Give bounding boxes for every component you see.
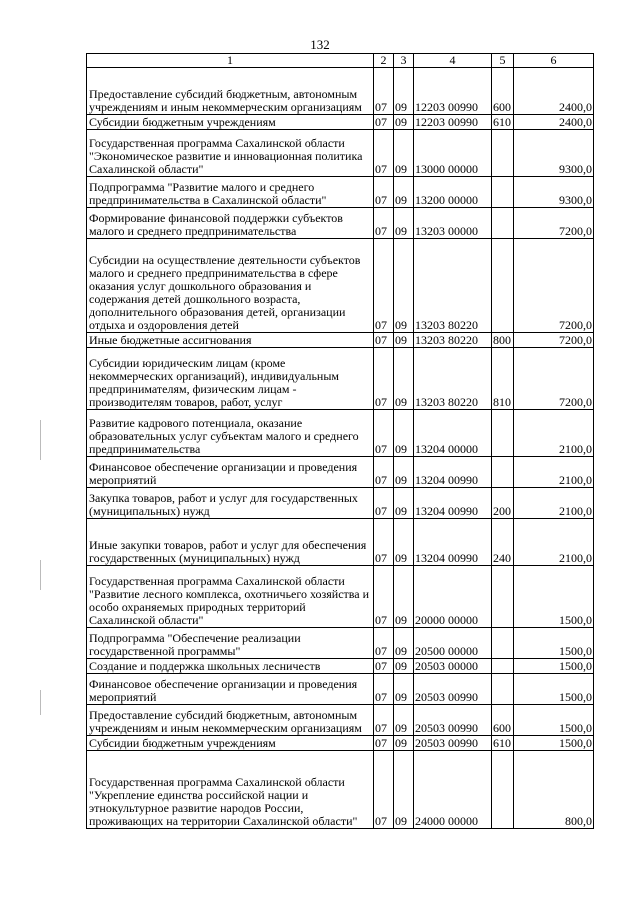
header-cell: 3 [394,54,414,68]
section-code-cell: 07 [374,751,394,829]
subsection-code-cell: 09 [394,177,414,208]
section-code-cell: 07 [374,333,394,348]
page-number: 132 [310,37,330,52]
table-row [87,519,594,566]
section-code-cell: 07 [374,457,394,488]
row-name-cell: Предоставление субсидий бюджетным, автономным учреждениям и иным некоммерческим организациям [87,705,374,736]
table-row [87,457,594,488]
subsection-code-cell: 09 [394,130,414,177]
subsection-code-cell: 09 [394,751,414,829]
header-row [87,54,594,68]
scan-mark [40,690,41,715]
row-name-cell: Подпрограмма "Обеспечение реализации государственной программы" [87,628,374,659]
section-code-cell: 07 [374,736,394,751]
target-article-cell: 13204 00990 [414,457,492,488]
subsection-code-cell: 09 [394,705,414,736]
target-article-cell: 20503 00000 [414,659,492,674]
header-cell: 2 [374,54,394,68]
table-row [87,115,594,130]
row-name-cell: Финансовое обеспечение организации и проведения мероприятий [87,457,374,488]
subsection-code-cell: 09 [394,115,414,130]
expense-type-cell [492,457,514,488]
amount-cell: 9300,0 [514,130,594,177]
row-name-cell: Субсидии юридическим лицам (кроме некоммерческих организаций), индивидуальным предпринимателям, физическим лицам - производителям товаров, работ, услуг [87,348,374,410]
section-code-cell: 07 [374,130,394,177]
budget-table [86,53,594,829]
target-article-cell: 13204 00000 [414,410,492,457]
scan-mark [40,560,41,590]
expense-type-cell [492,674,514,705]
row-name-cell: Финансовое обеспечение организации и проведения мероприятий [87,674,374,705]
section-code-cell: 07 [374,566,394,628]
subsection-code-cell: 09 [394,488,414,519]
expense-type-cell: 600 [492,68,514,115]
row-name-cell: Предоставление субсидий бюджетным, автономным учреждениям и иным некоммерческим организациям [87,68,374,115]
amount-cell: 2100,0 [514,488,594,519]
row-name-cell: Субсидии бюджетным учреждениям [87,115,374,130]
amount-cell: 2100,0 [514,410,594,457]
target-article-cell: 13204 00990 [414,519,492,566]
amount-cell: 7200,0 [514,239,594,333]
table-body [87,54,594,829]
target-article-cell: 24000 00000 [414,751,492,829]
table-row [87,348,594,410]
subsection-code-cell: 09 [394,519,414,566]
section-code-cell: 07 [374,628,394,659]
row-name-cell: Формирование финансовой поддержки субъектов малого и среднего предпринимательства [87,208,374,239]
subsection-code-cell: 09 [394,628,414,659]
subsection-code-cell: 09 [394,239,414,333]
table-row [87,410,594,457]
amount-cell: 1500,0 [514,659,594,674]
subsection-code-cell: 09 [394,208,414,239]
table-row [87,628,594,659]
expense-type-cell: 240 [492,519,514,566]
amount-cell: 9300,0 [514,177,594,208]
target-article-cell: 13203 80220 [414,348,492,410]
expense-type-cell: 810 [492,348,514,410]
subsection-code-cell: 09 [394,68,414,115]
subsection-code-cell: 09 [394,348,414,410]
amount-cell: 2400,0 [514,115,594,130]
amount-cell: 7200,0 [514,348,594,410]
section-code-cell: 07 [374,177,394,208]
amount-cell: 7200,0 [514,208,594,239]
subsection-code-cell: 09 [394,410,414,457]
table-row [87,130,594,177]
amount-cell: 7200,0 [514,333,594,348]
amount-cell: 2400,0 [514,68,594,115]
target-article-cell: 13203 00000 [414,208,492,239]
target-article-cell: 13200 00000 [414,177,492,208]
expense-type-cell [492,659,514,674]
subsection-code-cell: 09 [394,674,414,705]
expense-type-cell [492,130,514,177]
row-name-cell: Развитие кадрового потенциала, оказание образовательных услуг субъектам малого и среднего предпринимательства [87,410,374,457]
row-name-cell: Иные закупки товаров, работ и услуг для обеспечения государственных (муниципальных) нужд [87,519,374,566]
table-row [87,239,594,333]
header-cell: 5 [492,54,514,68]
amount-cell: 1500,0 [514,566,594,628]
table-row [87,68,594,115]
section-code-cell: 07 [374,659,394,674]
target-article-cell: 20503 00990 [414,674,492,705]
row-name-cell: Государственная программа Сахалинской области "Укрепление единства российской нации и этнокультурное развитие народов России, проживающих на территории Сахалинской области" [87,751,374,829]
expense-type-cell [492,628,514,659]
subsection-code-cell: 09 [394,457,414,488]
target-article-cell: 13000 00000 [414,130,492,177]
section-code-cell: 07 [374,68,394,115]
subsection-code-cell: 09 [394,333,414,348]
target-article-cell: 12203 00990 [414,115,492,130]
row-name-cell: Субсидии бюджетным учреждениям [87,736,374,751]
target-article-cell: 13204 00990 [414,488,492,519]
expense-type-cell [492,410,514,457]
row-name-cell: Государственная программа Сахалинской области "Развитие лесного комплекса, охотничьего хозяйства и особо охраняемых природных территорий Сахалинской области" [87,566,374,628]
table-row [87,333,594,348]
table-row [87,488,594,519]
expense-type-cell: 200 [492,488,514,519]
table-row [87,705,594,736]
row-name-cell: Субсидии на осуществление деятельности субъектов малого и среднего предпринимательства в сфере оказания услуг дошкольного образования и содержания детей дошкольного возраста, дополнительного образования детей, организации отдыха и оздоровления детей [87,239,374,333]
table-row [87,566,594,628]
expense-type-cell: 610 [492,736,514,751]
table-row [87,736,594,751]
target-article-cell: 20000 00000 [414,566,492,628]
target-article-cell: 20500 00000 [414,628,492,659]
section-code-cell: 07 [374,705,394,736]
table-row [87,208,594,239]
amount-cell: 1500,0 [514,628,594,659]
header-cell: 1 [87,54,374,68]
row-name-cell: Создание и поддержка школьных лесничеств [87,659,374,674]
section-code-cell: 07 [374,519,394,566]
subsection-code-cell: 09 [394,566,414,628]
row-name-cell: Подпрограмма "Развитие малого и среднего предпринимательства в Сахалинской области" [87,177,374,208]
expense-type-cell [492,177,514,208]
expense-type-cell [492,566,514,628]
amount-cell: 1500,0 [514,736,594,751]
target-article-cell: 20503 00990 [414,705,492,736]
section-code-cell: 07 [374,115,394,130]
expense-type-cell: 610 [492,115,514,130]
amount-cell: 800,0 [514,751,594,829]
row-name-cell: Иные бюджетные ассигнования [87,333,374,348]
expense-type-cell: 800 [492,333,514,348]
target-article-cell: 13203 80220 [414,333,492,348]
header-cell: 6 [514,54,594,68]
scan-mark [40,420,41,460]
header-cell: 4 [414,54,492,68]
expense-type-cell [492,239,514,333]
target-article-cell: 12203 00990 [414,68,492,115]
section-code-cell: 07 [374,488,394,519]
table-row [87,659,594,674]
table-row [87,674,594,705]
amount-cell: 2100,0 [514,457,594,488]
subsection-code-cell: 09 [394,659,414,674]
expense-type-cell [492,751,514,829]
expense-type-cell [492,208,514,239]
amount-cell: 1500,0 [514,674,594,705]
amount-cell: 1500,0 [514,705,594,736]
section-code-cell: 07 [374,674,394,705]
amount-cell: 2100,0 [514,519,594,566]
section-code-cell: 07 [374,410,394,457]
section-code-cell: 07 [374,239,394,333]
table-row [87,751,594,829]
row-name-cell: Закупка товаров, работ и услуг для государственных (муниципальных) нужд [87,488,374,519]
table-row [87,177,594,208]
target-article-cell: 20503 00990 [414,736,492,751]
section-code-cell: 07 [374,348,394,410]
row-name-cell: Государственная программа Сахалинской области "Экономическое развитие и инновационная политика Сахалинской области" [87,130,374,177]
section-code-cell: 07 [374,208,394,239]
expense-type-cell: 600 [492,705,514,736]
subsection-code-cell: 09 [394,736,414,751]
target-article-cell: 13203 80220 [414,239,492,333]
